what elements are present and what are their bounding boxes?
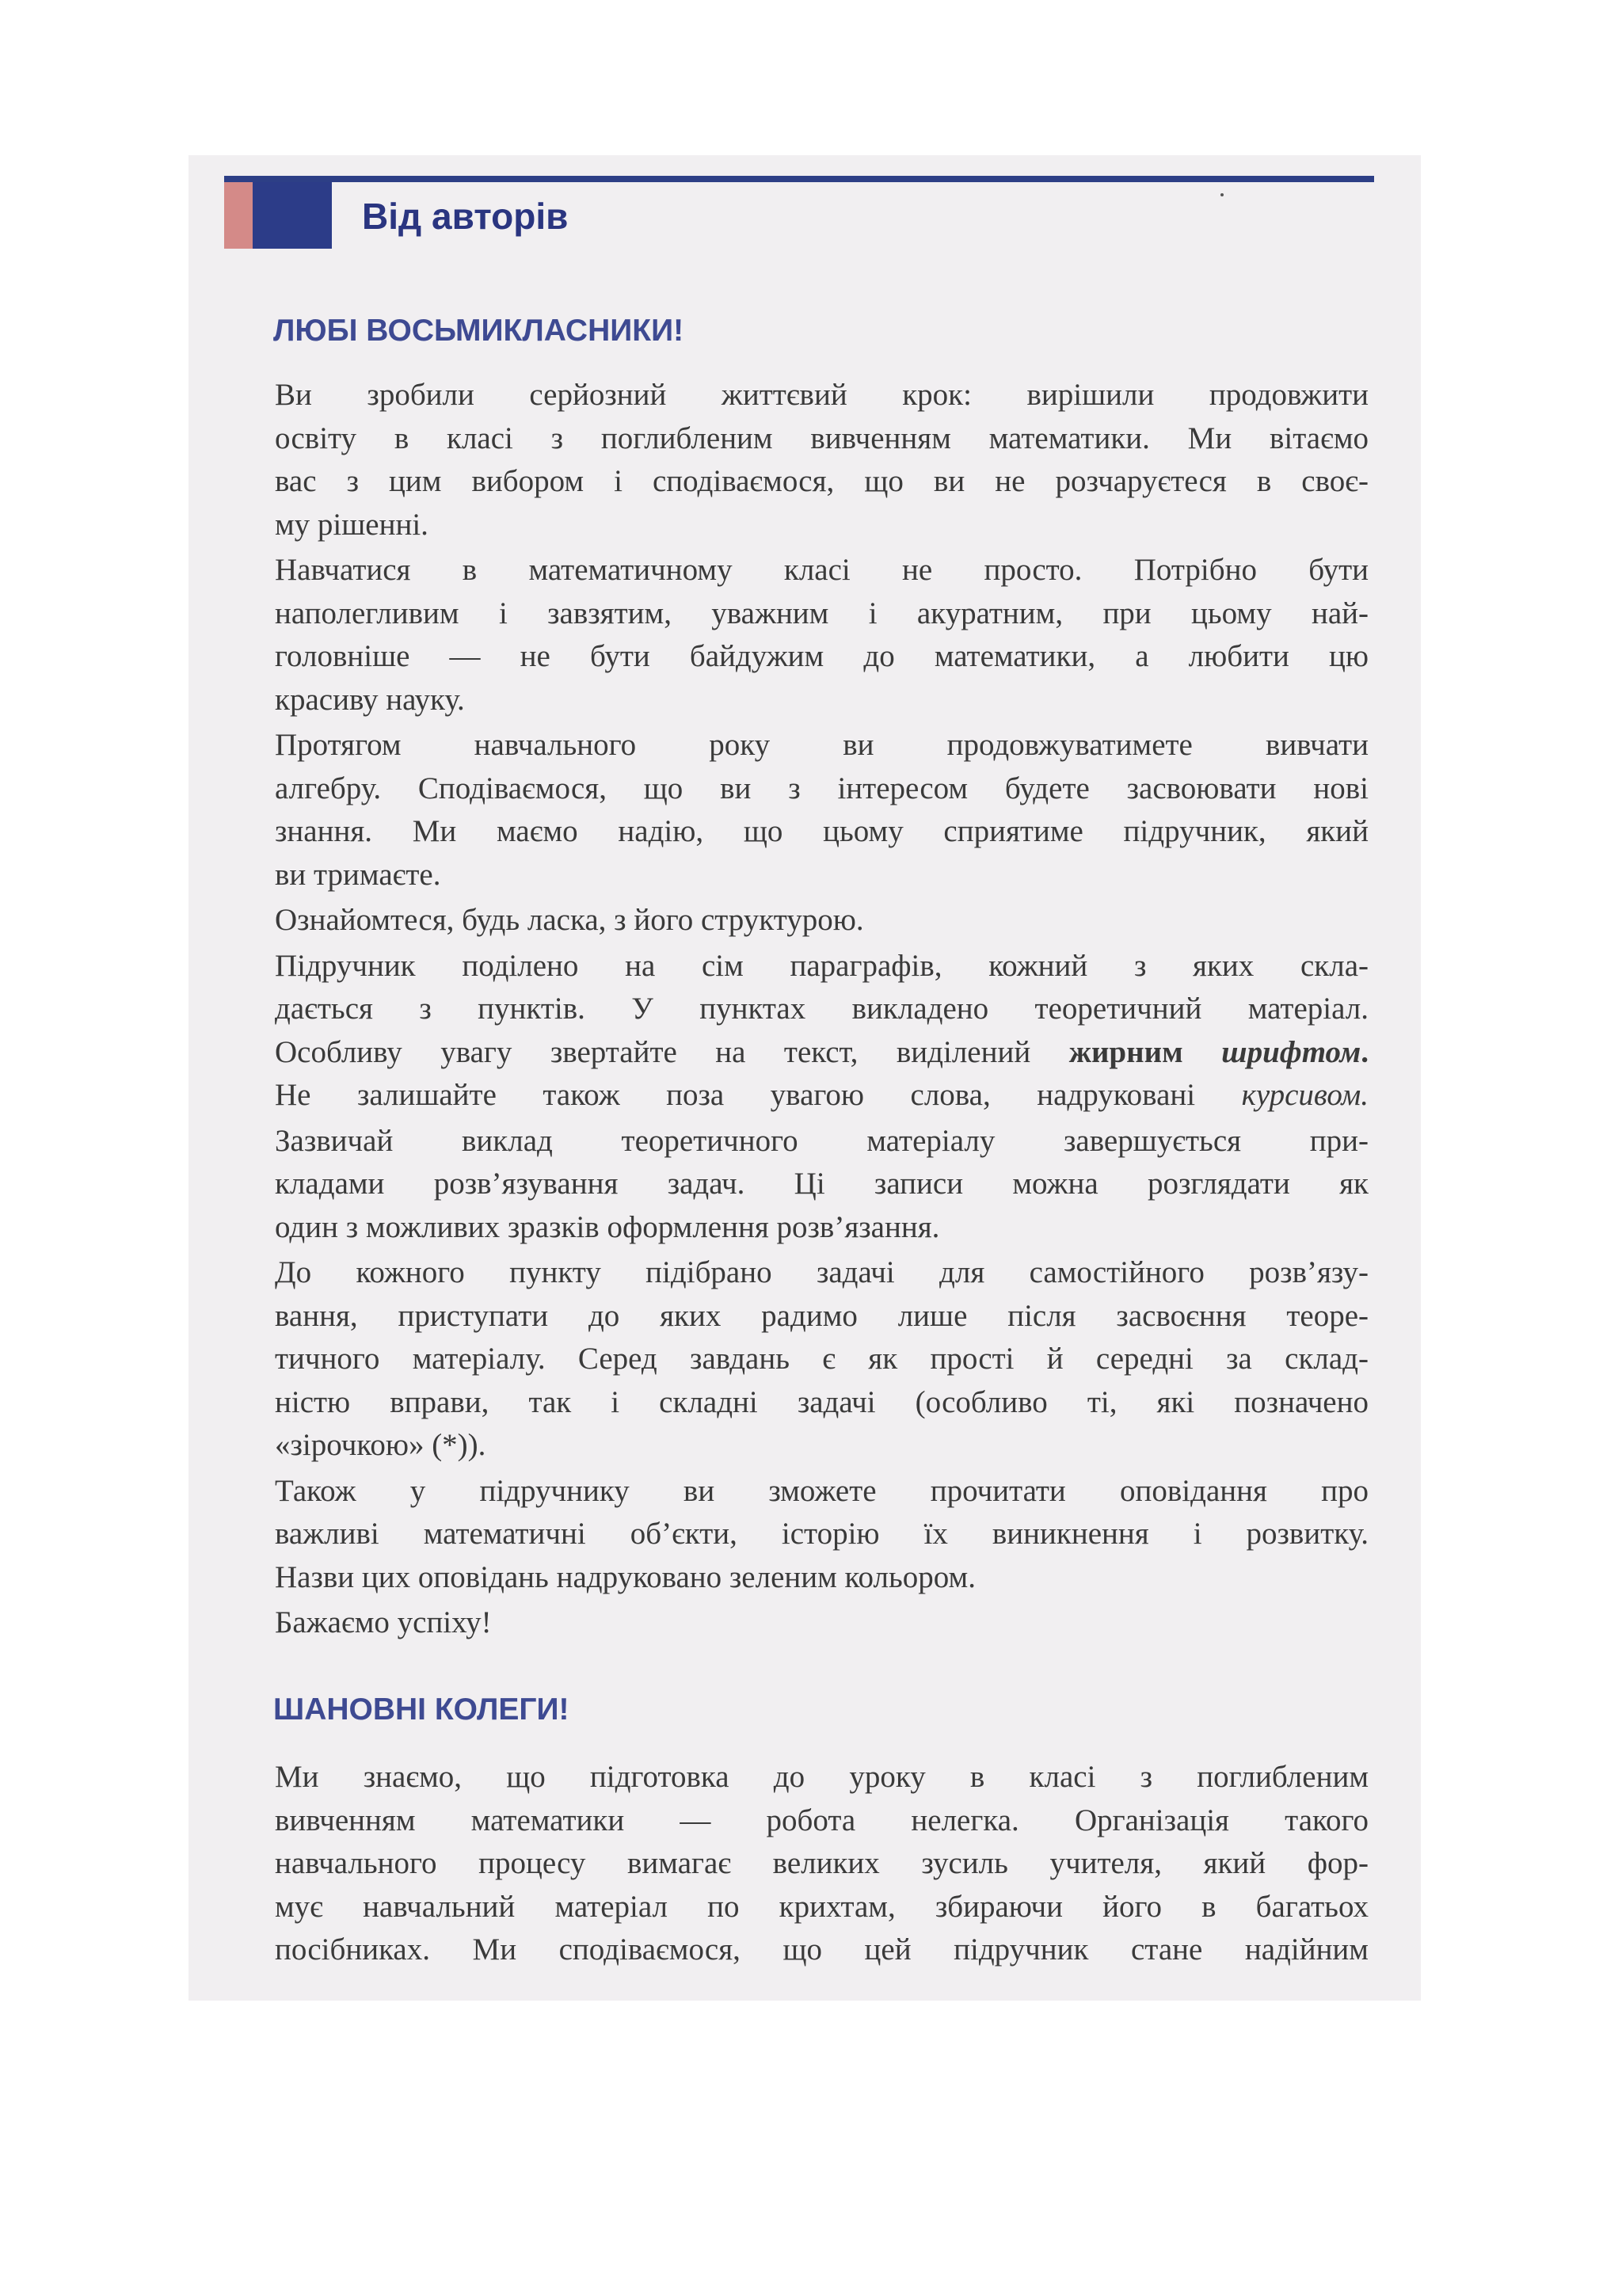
text-line: «зірочкою» (*)). [275,1428,486,1462]
text-line: му рішенні. [275,507,428,542]
text-line: Назви цих оповідань надруковано зеленим кольором. [275,1559,976,1594]
text-line: ністю вправи, так і складні задачі (особливо ті, які позначено [275,1384,1369,1419]
bold-period: . [1361,1034,1369,1069]
bold-text [1069,1035,1361,1069]
paragraph [273,899,1369,942]
text-line: Ви зробили серйозний життєвий крок: вирішили продовжити [275,378,1369,412]
text-line: Навчатися в математичному класі не просто. Потрібно бути [275,553,1369,587]
paragraph [273,1120,1369,1250]
section-heading-colleagues: ШАНОВНІ КОЛЕГИ! [273,1692,569,1727]
text-line: Ми знаємо, що підготовка до уроку в класі з поглибленим [275,1760,1369,1794]
text-line: вас з цим вибором і сподіваємося, що ви не розчаруєтеся в своє- [275,464,1369,498]
text-line: ви тримаєте. [275,857,441,892]
paragraph [273,1601,1369,1645]
section-body-students [273,374,1369,1647]
text-run: Не залишайте також поза увагою слова, надруковані [275,1078,1242,1112]
text-line: До кожного пункту підібрано задачі для самостійного розв’язу- [275,1255,1369,1289]
page-title: Від авторів [362,196,569,237]
text-line: Протягом навчального року ви продовжуватимете вивчати [275,728,1369,762]
bold-italic-run: шрифтом [1221,1034,1361,1069]
page-header [224,173,1374,249]
text-line: один з можливих зразків оформлення розв’язання. [275,1209,940,1244]
text-line: Зазвичай виклад теоретичного матеріалу завершується при- [275,1123,1369,1158]
paragraph [273,549,1369,722]
paragraph [273,1251,1369,1468]
text-line [273,1074,1369,1118]
header-color-block [253,182,332,249]
italic-text: курсивом [1241,1078,1361,1112]
text-line: вивченням математики — робота нелегка. Організація такого [275,1803,1369,1837]
text-line: головніше — не бути байдужим до математики, а любити цю [275,639,1369,673]
paragraph [273,1470,1369,1600]
paragraph [273,1756,1369,1972]
print-speck [1220,193,1224,196]
text-line: кладами розв’язування задач. Ці записи можна розглядати як [275,1167,1369,1201]
text-line: вання, приступати до яких радимо лише після засвоєння теоре- [275,1298,1369,1333]
text-line: посібниках. Ми сподіваємося, що цей підручник стане надійним [275,1932,1369,1967]
text-line [273,1031,1369,1075]
paragraph [273,374,1369,546]
bold-run: жирним [1068,1034,1222,1069]
text-line: Ознайомтеся, будь ласка, з його структурою. [275,903,864,937]
text-line: дається з пунктів. У пунктах викладено теоретичний матеріал. [275,992,1369,1026]
text-line: важливі математичні об’єкти, історію їх виникнення і розвитку. [275,1517,1369,1551]
text-line: Бажаємо успіху! [275,1605,492,1639]
text-line: тичного матеріалу. Серед завдань є як прості й середні за склад- [275,1342,1369,1376]
paragraph [273,724,1369,897]
text-line: наполегливим і завзятим, уважним і акуратним, при цьому най- [275,596,1369,630]
text-line: знання. Ми маємо надію, що цьому сприятиме підручник, який [275,814,1369,848]
section-body-colleagues [273,1756,1369,1974]
italic-period: . [1361,1078,1369,1112]
header-accent-block [224,182,253,249]
text-line: Також у підручнику ви зможете прочитати оповідання про [275,1473,1369,1508]
paragraph [273,945,1369,1118]
text-line: красиву науку. [275,682,465,717]
text-line: Підручник поділено на сім параграфів, кожний з яких скла- [275,948,1369,983]
text-run: Особливу увагу звертайте на текст, виділений [275,1034,1069,1069]
header-rule [224,176,1374,182]
text-line: навчального процесу вимагає великих зусиль учителя, який фор- [275,1846,1369,1880]
text-line: освіту в класі з поглибленим вивченням математики. Ми вітаємо [275,421,1369,455]
text-line: мує навчальний матеріал по крихтам, збираючи його в багатьох [275,1889,1369,1924]
text-line: алгебру. Сподіваємося, що ви з інтересом будете засвоювати нові [275,771,1369,805]
section-heading-students: ЛЮБІ ВОСЬМИКЛАСНИКИ! [273,314,684,348]
